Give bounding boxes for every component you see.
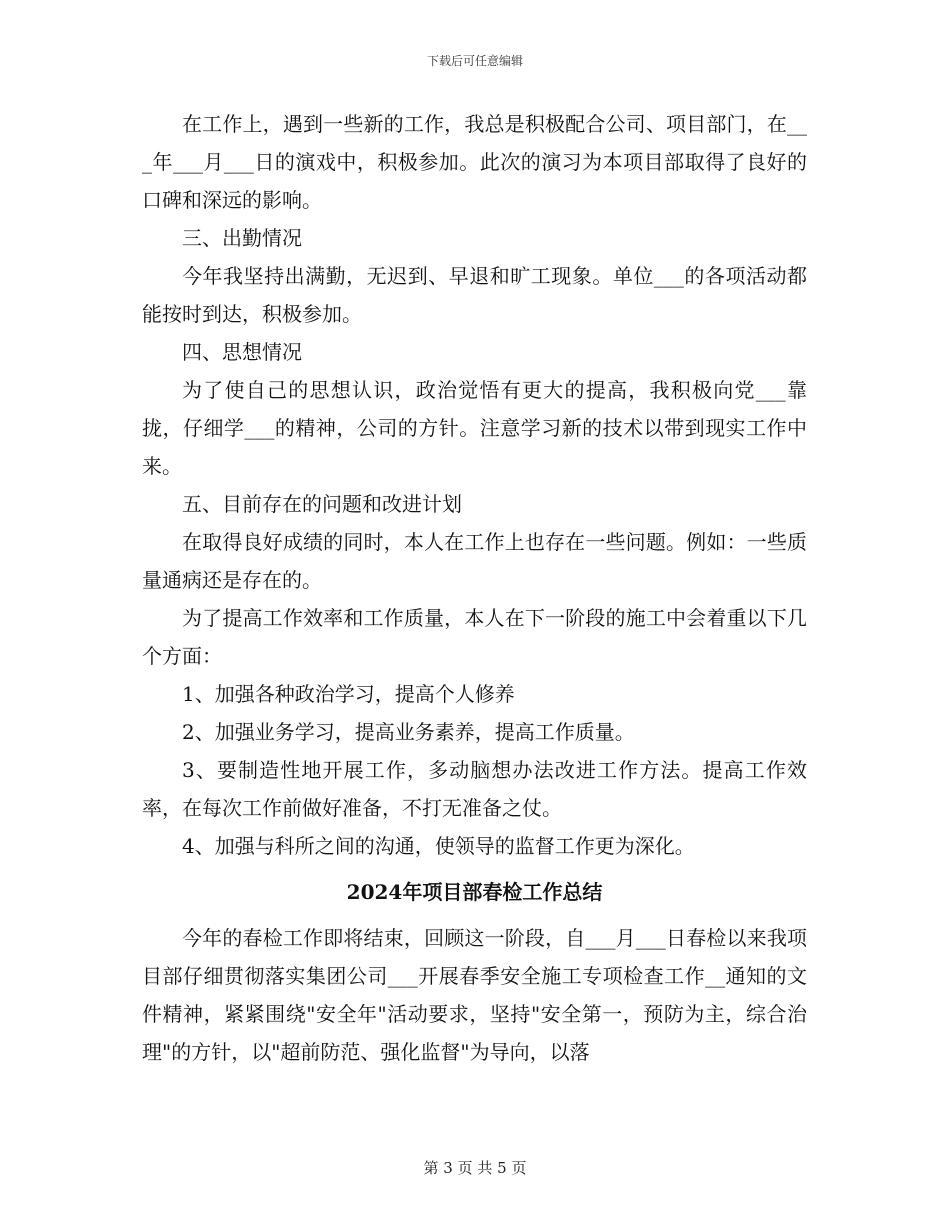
heading-problems: 五、目前存在的问题和改进计划 <box>182 492 462 516</box>
paragraph-attendance: 今年我坚持出满勤，无迟到、早退和旷工现象。单位___的各项活动都能按时到达，积极参加。 <box>142 264 807 326</box>
list-item-3: 3、要制造性地开展工作，多动脑想办法改进工作方法。提高工作效率，在每次工作前做好准备，不打无准备之仗。 <box>142 758 807 820</box>
paragraph-work: 在工作上，遇到一些新的工作，我总是积极配合公司、项目部门，在___年___月___日的演戏中，积极参加。此次的演习为本项目部取得了良好的口碑和深远的影响。 <box>142 112 807 212</box>
page-header: 下载后可任意编辑 <box>426 54 523 68</box>
document-body <box>142 105 807 1071</box>
paragraph-spring-check: 今年的春检工作即将结束，回顾这一阶段，自___月___日春检以来我项目部仔细贯彻落实集团公司___开展春季安全施工专项检查工作__通知的文件精神，紧紧围绕"安全年"活动要求，坚持"安全第一，预防为主，综合治理"的方针，以"超前防范、强化监督"为导向，以落 <box>142 926 807 1064</box>
paragraph-problems: 在取得良好成绩的同时，本人在工作上也存在一些问题。例如：一些质量通病还是存在的。 <box>142 530 807 592</box>
paragraph-improve-intro: 为了提高工作效率和工作质量，本人在下一阶段的施工中会着重以下几个方面： <box>142 606 807 668</box>
list-item-4: 4、加强与科所之间的沟通，使领导的监督工作更为深化。 <box>182 834 695 858</box>
list-item-1: 1、加强各种政治学习，提高个人修养 <box>182 682 515 706</box>
heading-thought: 四、思想情况 <box>182 340 302 364</box>
paragraph-thought: 为了使自己的思想认识，政治觉悟有更大的提高，我积极向党___靠拢，仔细学___的精神，公司的方针。注意学习新的技术以带到现实工作中来。 <box>142 378 807 478</box>
section-title: 2024年项目部春检工作总结 <box>346 880 603 904</box>
list-item-2: 2、加强业务学习，提高业务素养，提高工作质量。 <box>182 720 635 744</box>
heading-attendance: 三、出勤情况 <box>182 226 302 250</box>
page-footer: 第 3 页 共 5 页 <box>423 1159 527 1177</box>
